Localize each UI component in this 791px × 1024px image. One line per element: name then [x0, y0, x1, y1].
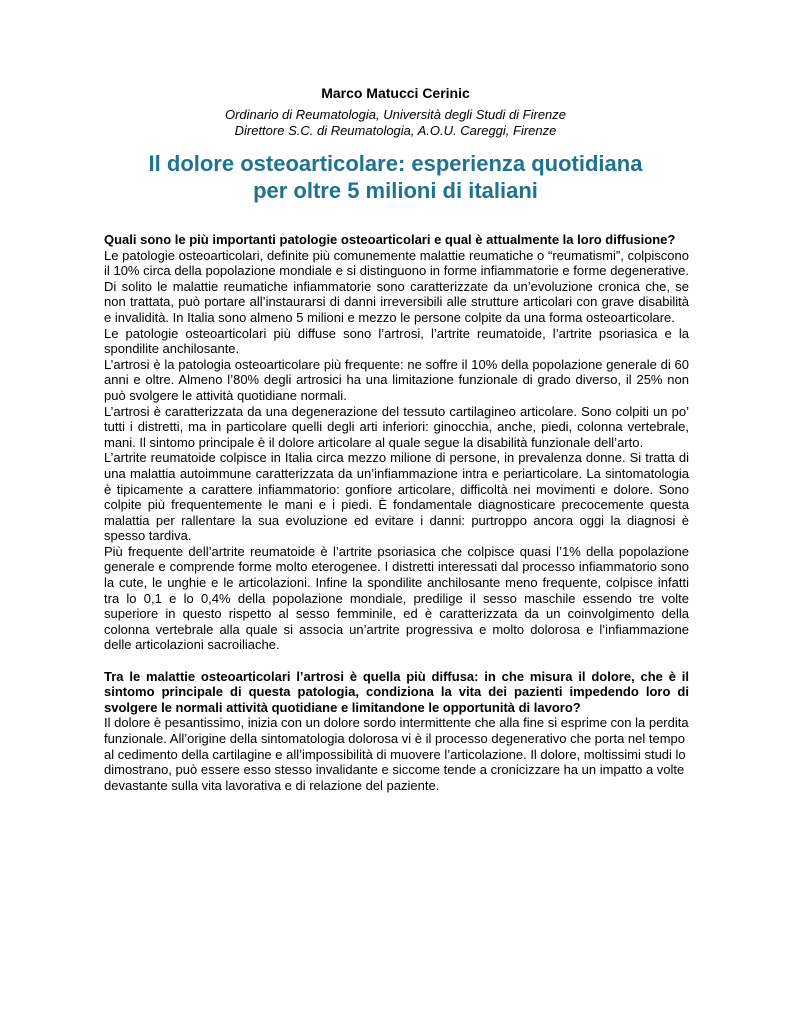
article-body	[104, 232, 689, 793]
paragraph-5: L’artrite reumatoide colpisce in Italia circa mezzo milione di persone, in prevalenza donne. Si tratta di una malattia autoimmune caratterizzata da un’infiammazione intra e periarticolare. La sintomatologia è tipicamente a carattere infiammatorio: gonfiore articolare, difficoltà nei movimenti e dolore. Sono colpite più frequentemente le mani e i piedi. È fondamentale diagnosticare precocemente questa malattia per rallentare la sua evoluzione ed evitare i danni: purtroppo ancora oggi la diagnosi è spesso tardiva.	[104, 450, 689, 544]
paragraph-4: L’artrosi è caratterizzata da una degenerazione del tessuto cartilagineo articolare. Sono colpiti un po’ tutti i distretti, ma in particolare quelli degli arti inferiori: ginocchia, anche, piedi, colonna vertebrale, mani. Il sintomo principale è il dolore articolare al quale segue la disabilità funzionale dell’arto.	[104, 403, 689, 450]
question-2: Tra le malattie osteoarticolari l’artrosi è quella più diffusa: in che misura il dolore, che è il sintomo principale di questa patologia, condiziona la vita dei pazienti impedendo loro di svolgere le normali attività quotidiane e limitandone le opportunità di lavoro?	[104, 668, 689, 715]
page-title	[0, 150, 791, 204]
paragraph-7: Il dolore è pesantissimo, inizia con un dolore sordo intermittente che alla fine si esprime con la perdita funzionale. All’origine della sintomatologia dolorosa vi è il processo degenerativo che porta nel tempo al cedimento della cartilagine e all’impossibilità di muovere l’articolazione. Il dolore, moltissimi studi lo dimostrano, può essere esso stesso invalidante e siccome tende a cronicizzare ha un impatto a volte devastante sulla vita lavorativa e di relazione del paziente.	[104, 715, 689, 793]
paragraph-1: Le patologie osteoarticolari, definite più comunemente malattie reumatiche o “reumatismi”, colpiscono il 10% circa della popolazione mondiale e si distinguono in forme infiammatorie e forme degenerative. Di solito le malattie reumatiche infiammatorie sono caratterizzate da un’evoluzione cronica che, se non trattata, può portare all’instaurarsi di danni irreversibili alle strutture articolari con grave disabilità e invalidità. In Italia sono almeno 5 milioni e mezzo le persone colpite da una forma osteoarticolare.	[104, 247, 689, 325]
paragraph-3: L’artrosi è la patologia osteoarticolare più frequente: ne soffre il 10% della popolazione generale di 60 anni e oltre. Almeno l’80% degli artrosici ha una limitazione funzionale di grado diverso, il 25% non può svolgere le attività quotidiane normali.	[104, 356, 689, 403]
author-affiliation-2: Direttore S.C. di Reumatologia, A.O.U. Careggi, Firenze	[234, 123, 557, 138]
paragraph-6: Più frequente dell’artrite reumatoide è l’artrite psoriasica che colpisce quasi l’1% della popolazione generale e comprende forme molto eterogenee. I distretti interessati dal processo infiammatorio sono la cute, le unghie e le articolazioni. Infine la spondilite anchilosante meno frequente, colpisce infatti tra lo 0,1 e lo 0,4% della popolazione mondiale, predilige il sesso maschile essendo tre volte superiore in questo rispetto al sesso femminile, ed è caratterizzata da un coinvolgimento della colonna vertebrale alla quale si associa un’artrite progressiva e molto dolorosa e l’infiammazione delle articolazioni sacroiliache.	[104, 543, 689, 653]
question-1: Quali sono le più importanti patologie osteoarticolari e qual è attualmente la loro diffusione?	[104, 232, 676, 247]
paragraph-2: Le patologie osteoarticolari più diffuse sono l’artrosi, l’artrite reumatoide, l’artrite psoriasica e la spondilite anchilosante.	[104, 325, 689, 357]
title-line-1: Il dolore osteoarticolare: esperienza quotidiana	[148, 151, 643, 176]
title-line-2: per oltre 5 milioni di italiani	[253, 178, 538, 203]
author-name: Marco Matucci Cerinic	[321, 85, 470, 101]
author-affiliation-1: Ordinario di Reumatologia, Università degli Studi di Firenze	[224, 107, 567, 122]
